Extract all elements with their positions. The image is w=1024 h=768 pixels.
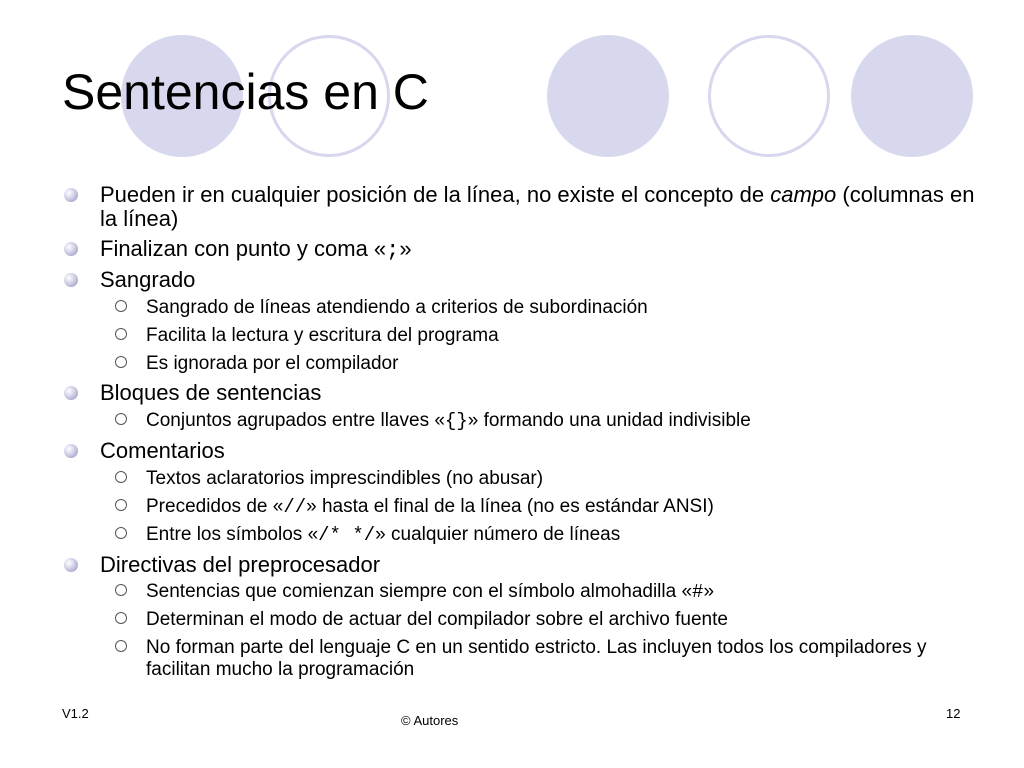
bullet-icon	[64, 386, 78, 400]
bullet-icon	[64, 188, 78, 202]
hollow-bullet-icon	[115, 300, 127, 312]
bullet-icon	[64, 444, 78, 458]
footer-version: V1.2	[62, 706, 89, 721]
bullet-icon	[64, 558, 78, 572]
sub-bullet: Sangrado de líneas atendiendo a criterios de subordinación	[146, 297, 648, 319]
hollow-bullet-icon	[115, 328, 127, 340]
bullet-position: Pueden ir en cualquier posición de la línea, no existe el concepto de campo (columnas en la línea)	[100, 183, 980, 231]
bullet-blocks: Bloques de sentencias	[100, 381, 321, 405]
bullet-icon	[64, 273, 78, 287]
sub-bullet: Es ignorada por el compilador	[146, 353, 398, 375]
sub-bullet: Conjuntos agrupados entre llaves «{}» formando una unidad indivisible	[146, 410, 751, 432]
bullet-preprocessor: Directivas del preprocesador	[100, 553, 380, 577]
decorative-circle-filled	[547, 35, 669, 157]
bullet-semicolon: Finalizan con punto y coma «;»	[100, 237, 412, 263]
sub-bullet: Sentencias que comienzan siempre con el símbolo almohadilla «#»	[146, 581, 714, 603]
slide-title: Sentencias en C	[62, 64, 429, 120]
bullet-indentation: Sangrado	[100, 268, 195, 292]
sub-bullet: Facilita la lectura y escritura del programa	[146, 325, 499, 347]
hollow-bullet-icon	[115, 527, 127, 539]
footer-authors: © Autores	[401, 713, 459, 728]
hollow-bullet-icon	[115, 640, 127, 652]
decorative-circle-filled	[851, 35, 973, 157]
sub-bullet: Precedidos de «//» hasta el final de la línea (no es estándar ANSI)	[146, 496, 714, 518]
sub-bullet: Textos aclaratorios imprescindibles (no abusar)	[146, 468, 543, 490]
hollow-bullet-icon	[115, 471, 127, 483]
sub-bullet: Entre los símbolos «/* */» cualquier número de líneas	[146, 524, 620, 546]
hollow-bullet-icon	[115, 413, 127, 425]
hollow-bullet-icon	[115, 356, 127, 368]
hollow-bullet-icon	[115, 612, 127, 624]
bullet-icon	[64, 242, 78, 256]
sub-bullet: Determinan el modo de actuar del compilador sobre el archivo fuente	[146, 609, 728, 631]
sub-bullet: No forman parte del lenguaje C en un sentido estricto. Las incluyen todos los compiladores y facilitan mucho la programación	[146, 637, 946, 681]
hollow-bullet-icon	[115, 499, 127, 511]
footer-page-number: 12	[946, 706, 961, 721]
hollow-bullet-icon	[115, 584, 127, 596]
decorative-circle-outline	[708, 35, 830, 157]
bullet-comments: Comentarios	[100, 439, 225, 463]
